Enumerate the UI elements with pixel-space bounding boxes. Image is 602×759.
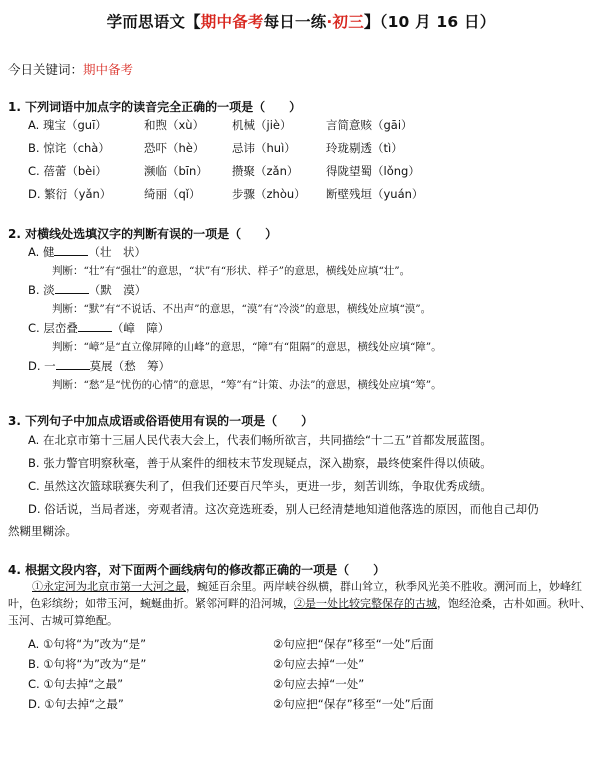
q4-sentence-1: ①永定河为北京市第一大河之最 — [32, 580, 186, 593]
q4-option-c: C. ①句去掉“之最” — [28, 677, 124, 691]
title-prefix: 学而思语文【 — [106, 13, 201, 31]
q1-a-word-3: 机械（jiè） — [232, 118, 292, 132]
q2-d-prefix: D. 一 — [28, 359, 56, 373]
q1-stem: 1. 下列词语中加点字的读音完全正确的一项是（ ） — [8, 100, 302, 114]
q1-d-word-4: 断壁残垣（yuán） — [326, 187, 424, 201]
page-title — [0, 10, 602, 32]
q1-d-word-3: 步骤（zhòu） — [232, 187, 306, 201]
q2-a-choices: （壮 状） — [88, 245, 146, 259]
q2-option-b — [28, 282, 146, 298]
title-daily: 每日一练 — [263, 13, 327, 31]
q3-option-d: D. 俗话说，当局者迷，旁观者清。这次竞选班委，别人已经清楚地知道他落选的原因，而他自己却仍 — [28, 502, 539, 516]
q2-c-blank — [78, 320, 112, 332]
q2-a-prefix: A. 健 — [28, 245, 55, 259]
q2-d-judgement: 判断：“愁”是“忧伤的心情”的意思，“筹”有“计策、办法”的意思，横线处应填“筹”。 — [52, 379, 442, 391]
q4-sentence-2: ②是一处比较完整保存的古城 — [294, 597, 437, 610]
q4-stem: 4. 根据文段内容，对下面两个画线病句的修改都正确的一项是（ ） — [8, 563, 386, 577]
q1-c-word-4: 得陇望蜀（lǒng） — [326, 164, 420, 178]
keyword-label: 今日关键词： — [8, 62, 84, 77]
title-grade: 初三 — [332, 13, 364, 31]
q4-option-d: D. ①句去掉“之最” — [28, 697, 124, 711]
q4-passage — [8, 578, 596, 629]
q4-c-fix-2: ②句应去掉“一处” — [273, 677, 365, 691]
q1-option-a: A. 瑰宝（guī） — [28, 118, 107, 132]
q2-a-blank — [54, 244, 88, 256]
q2-option-c — [28, 320, 169, 336]
q4-passage-end: ，饱经沧桑，古朴如画。秋叶、玉河、古城可算绝配。 — [8, 597, 591, 627]
title-dot: · — [326, 13, 333, 31]
q2-c-choices: （嶂 障） — [111, 321, 170, 335]
q1-b-word-3: 忌讳（huì） — [232, 141, 296, 155]
title-topic: 期中备考 — [200, 13, 264, 31]
q4-a-fix-2: ②句应把“保存”移至“一处”后面 — [273, 637, 434, 651]
q1-d-word-2: 绮丽（qǐ） — [144, 187, 201, 201]
q3-option-c: C. 虽然这次篮球联赛失利了，但我们还要百尺竿头，更进一步，刻苦训练，争取优秀成绩。 — [28, 479, 492, 493]
q4-option-a: A. ①句将“为”改为“是” — [28, 637, 147, 651]
q1-a-word-4: 言简意赅（gāi） — [326, 118, 413, 132]
q2-option-a — [28, 244, 146, 260]
q3-option-b: B. 张力警官明察秋毫，善于从案件的细枝末节发现疑点，深入勘察，最终使案件得以侦破。 — [28, 456, 492, 470]
q3-option-d-continued: 然糊里糊涂。 — [8, 524, 77, 538]
q2-a-judgement: 判断：“壮”有“强壮”的意思，“状”有“形状、样子”的意思，横线处应填“壮”。 — [52, 265, 411, 277]
keyword-line — [8, 60, 133, 78]
q2-b-choices: （默 漠） — [88, 283, 147, 297]
q2-d-blank — [56, 358, 90, 370]
q4-d-fix-2: ②句应把“保存”移至“一处”后面 — [273, 697, 434, 711]
q2-b-judgement: 判断：“默”有“不说话、不出声”的意思，“漠”有“冷淡”的意思，横线处应填“漠”。 — [52, 303, 432, 315]
q2-b-blank — [55, 282, 89, 294]
q1-c-word-2: 濒临（bīn） — [144, 164, 208, 178]
q3-stem: 3. 下列句子中加点成语或俗语使用有误的一项是（ ） — [8, 414, 314, 428]
q3-option-a: A. 在北京市第十三届人民代表大会上，代表们畅所欲言，共同描绘“十二五”首都发展蓝图。 — [28, 433, 492, 447]
title-date: 】（10 月 16 日） — [363, 13, 496, 31]
q2-stem: 2. 对横线处选填汉字的判断有误的一项是（ ） — [8, 227, 278, 241]
q1-a-word-2: 和煦（xù） — [144, 118, 205, 132]
q2-c-prefix: C. 层峦叠 — [28, 321, 78, 335]
q4-b-fix-2: ②句应去掉“一处” — [273, 657, 365, 671]
q2-option-d — [28, 358, 170, 374]
q4-option-b: B. ①句将“为”改为“是” — [28, 657, 147, 671]
q1-b-word-2: 恐吓（hè） — [144, 141, 205, 155]
q2-d-choices: 莫展（愁 筹） — [89, 359, 171, 373]
keyword-value: 期中备考 — [83, 62, 134, 77]
q1-option-d: D. 繁衍（yǎn） — [28, 187, 112, 201]
q1-b-word-4: 玲珑剔透（tì） — [326, 141, 403, 155]
q2-b-prefix: B. 淡 — [28, 283, 55, 297]
q4-passage-middle: ，蜿延百余里。两岸峡谷纵横，群山耸立，秋季风光美不胜收。溯河而上，妙峰红叶，色彩缤纷；如带玉河，蜿蜒曲折。紧邻河畔的沿河城， — [8, 580, 582, 610]
q1-option-c: C. 蓓蕾（bèi） — [28, 164, 107, 178]
q1-c-word-3: 攒聚（zǎn） — [232, 164, 299, 178]
q2-c-judgement: 判断：“嶂”是“直立像屏障的山峰”的意思，“障”有“阻隔”的意思，横线处应填“障”。 — [52, 341, 442, 353]
q1-option-b: B. 惊诧（chà） — [28, 141, 110, 155]
